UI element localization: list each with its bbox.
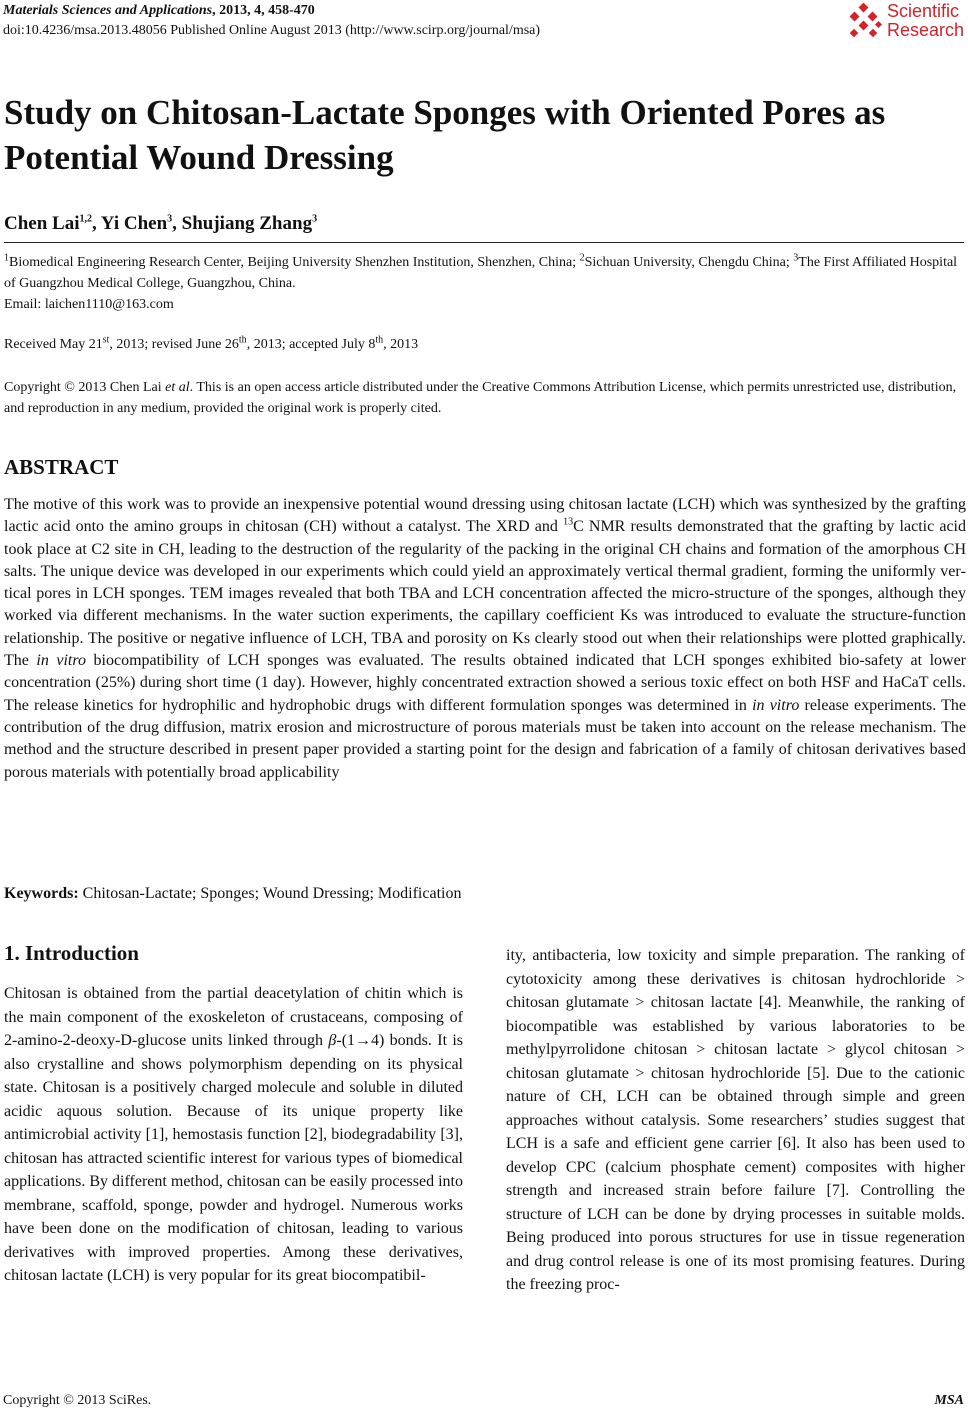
date-suffix: st <box>102 334 110 346</box>
body-text: Chitosan is obtained from the partial deacetylation of chitin which is the main component of the exoskeleton of crustaceans, composing of 2-amino-2-deoxy-D-glucose units linked through <box>4 985 463 1049</box>
footer-copyright: Copyright © 2013 SciRes. <box>3 1393 152 1408</box>
author-name: Shujiang Zhang <box>181 213 313 234</box>
author-separator: , <box>172 213 182 234</box>
author-name: Chen Lai <box>4 213 80 234</box>
affiliation-text <box>4 252 966 294</box>
affiliation-mark: 3 <box>793 252 799 264</box>
journal-citation <box>3 1 540 21</box>
affiliation-2: Sichuan University, Chengdu China; <box>584 255 794 270</box>
isotope-superscript: 13 <box>563 516 574 528</box>
affiliation-3: The First Affiliated Hospital of Guangzhou Medical College, Guangzhou, China. <box>4 255 958 291</box>
received-date: Received May 21 <box>4 337 103 352</box>
copyright-notice <box>4 377 966 419</box>
publisher-logo <box>845 2 964 40</box>
introduction-left-column <box>4 982 463 1288</box>
keywords-label: Keywords: <box>4 885 79 902</box>
author-list <box>4 213 317 235</box>
introduction-heading: 1. Introduction <box>4 941 139 965</box>
journal-name: Materials Sciences and Applications <box>3 3 213 18</box>
copyright-prefix: Copyright © 2013 Chen Lai <box>4 380 166 395</box>
introduction-right-column: ity, antibacteria, low toxicity and simple preparation. The ranking of cytotoxicity among these derivatives is chitosan hydrochloride > chitosan glutamate > chitosan lactate [4]. Meanwhile, the ranking of biocompatible was established by various laboratories to be methylpyrrolidone chitosan > chitosan lactate > glycol chitosan > chitosan glutamate > chitosan hydrochloride [5]. Due to the cationic nature of CH, LCH can be obtained through simple and green approaches without catalysis. Some researchers’ studies suggest that LCH is a safe and efficient gene carrier [6]. It also has been used to develop CPC (calcium phosphate cement) composites with higher strength and increased strain before failure [7]. Controlling the structure of LCH can be done by drying processes in suitable molds. Being produced into porous structures for use in tissue regeneration and drug control release is one of its most promising features. During the freezing proc- <box>506 947 965 1293</box>
abstract-italic: in vitro <box>36 652 87 670</box>
author-affiliation-mark: 3 <box>312 213 318 225</box>
doi-line: doi:10.4236/msa.2013.48056 Published Online August 2013 (http://www.scirp.org/journal/msa) <box>3 23 541 38</box>
corresponding-email: Email: laichen1110@163.com <box>4 297 174 312</box>
affiliation-1: Biomedical Engineering Research Center, Beijing University Shenzhen Institution, Shenzhen, China; <box>9 255 580 270</box>
affiliations <box>4 252 966 315</box>
year-suffix: , 2013 <box>383 337 419 352</box>
journal-volume: , 2013, 4, 458-470 <box>212 3 315 18</box>
abstract-text: release experiments. The contribution of the drug diffusion, matrix erosion and microstructure of porous materials must be taken into account on the release mechanism. The method and the structure described in present paper provided a starting point for the design and fabrication of a family of chitosan derivatives based porous materials with potentially broad applicability <box>4 696 967 781</box>
author-separator: , <box>92 213 101 234</box>
abstract-italic: in vitro <box>752 696 800 714</box>
et-al: et al <box>165 380 190 395</box>
date-suffix: th <box>375 334 384 346</box>
scientific-research-logo-icon <box>845 3 883 39</box>
abstract-text: The motive of this work was to provide an inexpensive potential wound dressing using chitosan lactate (LCH) which was synthesized by the grafting lactic acid onto the amino groups in chitosan (CH) without a catalyst. The XRD and <box>4 496 966 536</box>
abstract-text: biocompatibility of LCH sponges was evaluated. The results obtained indicated that LCH sponges exhibited bio-safety at lower concentration (25%) during short time (1 day). However, highly concentrated extraction showed a serious toxic effect on both HSF and HaCaT cells. The release kinetics for hydrophilic and hydrophobic drugs with different formulation sponges was determined in <box>4 652 966 714</box>
revised-date: , 2013; revised June 26 <box>109 337 239 352</box>
beta-symbol: β <box>328 1032 337 1049</box>
body-text: -(1→4) bonds. It is also crystalline and shows polymorphism depending on its physical state. Chitosan is a positively charged molecule and soluble in diluted acidic aquous solution. Because of its unique property like antimicrobial activity [1], hemostasis function [2], biodegradability [3], chitosan has attracted scientific interest for various types of biomedical applications. By different method, chitosan can be easily processed into membrane, scaffold, sponge, powder and hydrogel. Numerous works have been done on the modification of chitosan, leading to various derivatives with improved properties. Among these derivatives, chitosan lactate (LCH) is very popular for its great biocompatibil- <box>4 1032 464 1284</box>
abstract-text: C NMR results demonstrated that the grafting by lactic acid took place at C2 site in CH, leading to the destruction of the regularity of the packing in the original CH chains and formation of the amorphous CH salts. The unique device was developed in our experiments which could yield an approximately vertical thermal gradient, forming the uniformly vertical pores in LCH sponges. TEM images revealed that both TBA and LCH concentration affected the micro-structure of the sponges, although they worked via different mechanisms. In the water suction experiments, the capillary coefficient Ks was introduced to evaluate the structure-function relationship. The positive or negative influence of LCH, TBA and porosity on Ks clearly stood out when their relationships were plotted graphically. The <box>4 518 966 670</box>
accepted-date: , 2013; accepted July 8 <box>246 337 376 352</box>
running-header <box>3 1 540 41</box>
affiliation-mark: 1 <box>4 252 9 264</box>
affiliation-mark: 2 <box>579 252 585 264</box>
date-suffix: th <box>238 334 247 346</box>
logo-line-1: Scientific <box>886 1 959 21</box>
keywords <box>4 885 461 903</box>
author-affiliation-mark: 3 <box>167 213 173 225</box>
footer-journal-abbrev: MSA <box>934 1393 964 1408</box>
author-name: Yi Chen <box>100 213 168 234</box>
title-divider <box>4 242 964 243</box>
keywords-list: Chitosan-Lactate; Sponges; Wound Dressing; Modification <box>78 885 462 902</box>
abstract-heading: ABSTRACT <box>4 455 119 479</box>
submission-dates <box>4 334 419 353</box>
paper-title: Study on Chitosan-Lactate Sponges with Oriented Pores as Potential Wound Dressing <box>4 93 886 177</box>
copyright-license: . This is an open access article distributed under the Creative Commons Attribution License, which permits unrestricted use, distribution, and reproduction in any medium, provided the original work is properly cited. <box>4 380 957 416</box>
logo-line-2: Research <box>886 20 964 40</box>
abstract-body <box>4 494 966 784</box>
author-affiliation-mark: 1,2 <box>79 213 92 225</box>
